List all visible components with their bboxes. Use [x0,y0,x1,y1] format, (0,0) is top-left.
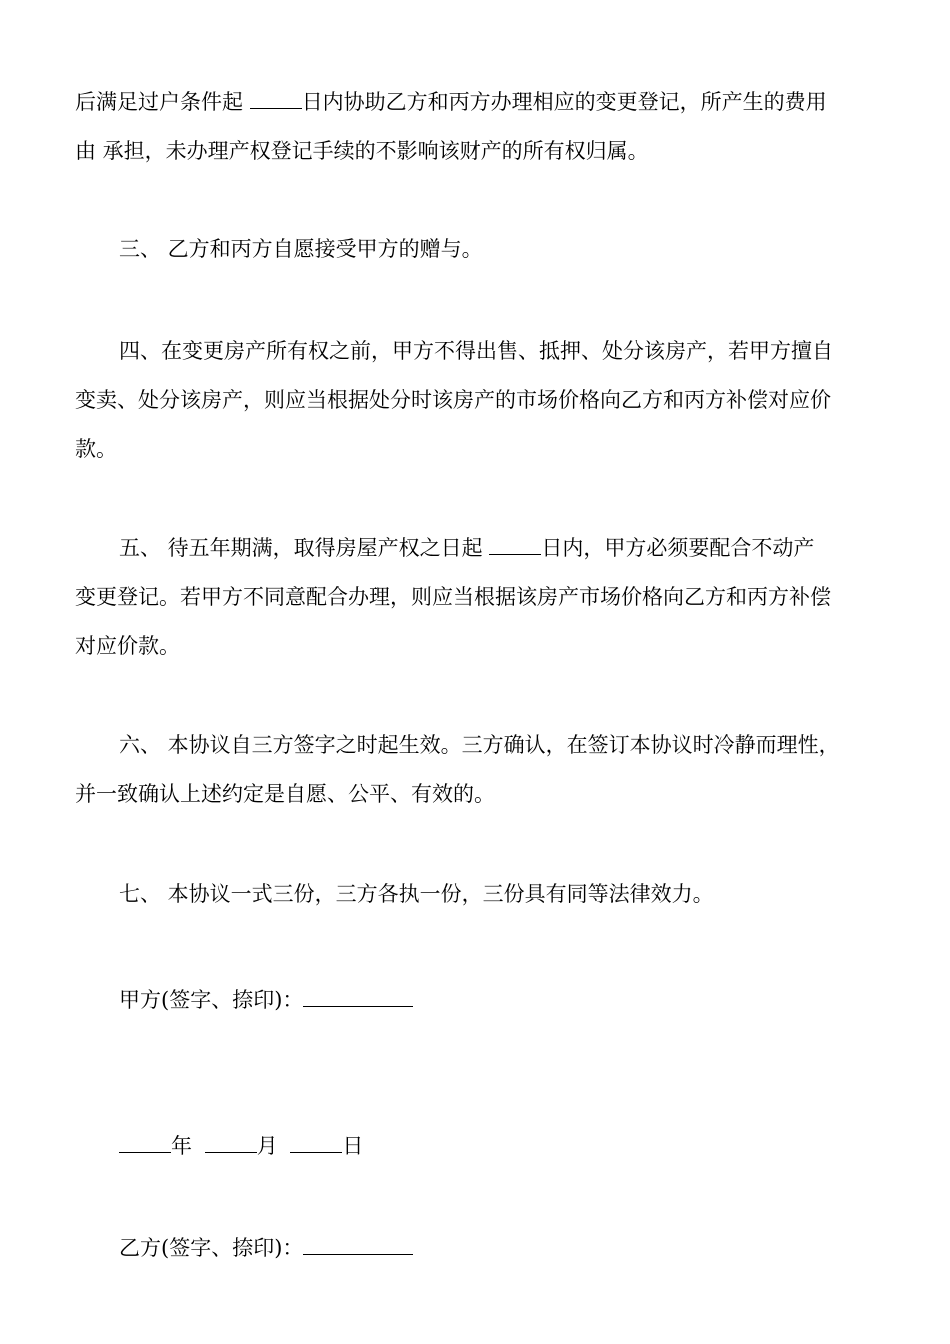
month-label: 月 [256,1134,278,1158]
clause-5-line-1 [75,524,885,573]
clause-7-line-1: 七、 本协议一式三份，三方各执一份，三份具有同等法律效力。 [119,882,714,906]
date-line [119,1131,363,1161]
days-blank-1 [250,90,302,109]
clause-6-line-1: 六、 本协议自三方签字之时起生效。三方确认，在签订本协议时冷静而理性， [119,733,840,757]
clause-2-line-2: 由 承担，未办理产权登记手续的不影响该财产的所有权归属。 [75,139,649,163]
clause-6 [75,721,885,819]
year-label: 年 [171,1134,192,1158]
party-b-signature-blank [303,1236,413,1255]
clause-4 [75,327,885,474]
year-blank [119,1134,171,1153]
party-a-label: 甲方(签字、捺印)： [119,988,304,1012]
clause-2-text-a: 后满足过户条件起 [75,90,250,114]
clause-6-line-2: 并一致确认上述约定是自愿、公平、有效的。 [75,782,495,806]
clause-2-line-1 [75,78,885,127]
day-label: 日 [342,1134,364,1158]
clause-3-line-1: 三、 乙方和丙方自愿接受甲方的赠与。 [119,237,483,261]
clause-5-line-3: 对应价款。 [75,634,180,658]
clause-5-text-a: 五、 待五年期满，取得房屋产权之日起 [119,536,490,560]
clause-4-line-1: 四、在变更房产所有权之前，甲方不得出售、抵押、处分该房产，若甲方擅自 [119,339,833,363]
clause-5-line-2: 变更登记。若甲方不同意配合办理，则应当根据该房产市场价格向乙方和丙方补偿 [75,585,831,609]
clause-5-text-b: 日内，甲方必须要配合不动产 [541,536,815,560]
clause-2-continuation [75,78,885,176]
clause-5 [75,524,885,671]
clause-4-line-3: 款。 [75,437,117,461]
month-blank [205,1134,257,1153]
party-a-signature-blank [303,988,413,1007]
party-b-label: 乙方(签字、捺印)： [119,1236,304,1260]
party-b-signature [119,1233,413,1263]
days-blank-2 [489,536,541,555]
clause-7 [75,870,929,919]
clause-3 [75,225,929,274]
party-a-signature [119,985,413,1015]
day-blank [290,1134,342,1153]
clause-4-line-2: 变卖、处分该房产，则应当根据处分时该房产的市场价格向乙方和丙方补偿对应价 [75,388,831,412]
clause-2-text-b: 日内协助乙方和丙方办理相应的变更登记，所产生的费用 [301,90,827,114]
